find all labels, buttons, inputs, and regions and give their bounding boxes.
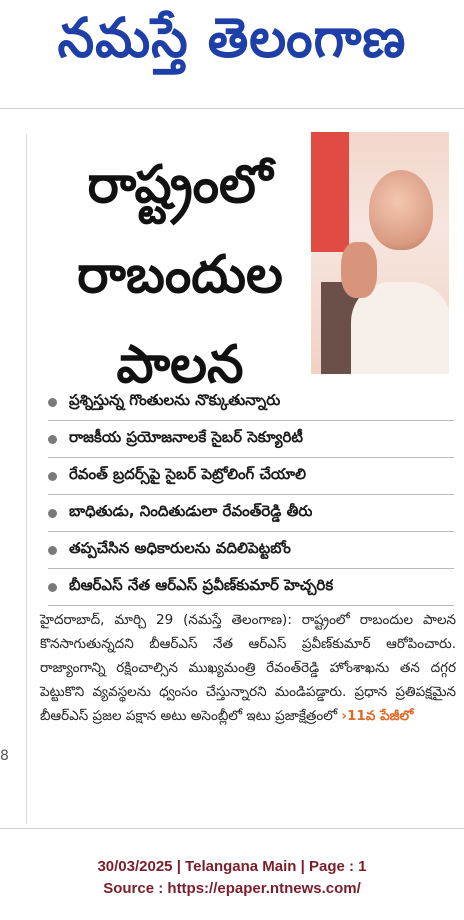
bullet-icon (48, 398, 57, 407)
column-divider (26, 134, 27, 824)
article-text: హైదరాబాద్, మార్చి 29 (నమస్తే తెలంగాణ): రాష్ట్రంలో రాబందుల పాలన కొనసాగుతున్నదని బీఆర్‌ఎస్ నేత ఆర్‌ఎస్ ప్రవీణ్‌కుమార్ ఆరోపించారు. రాజ్యాంగాన్ని రక్షించాల్సిన ముఖ్యమంత్రి రేవంత్‌రెడ్డి హోంశాఖను తన దగ్గర పెట్టుకొని వ్యవస్థలను ధ్వంసం చేస్తున్నారని మండిపడ్డారు. ప్రధాన ప్రతిపక్షమైన బీఆర్‌ఎస్ ప్రజల పక్షాన అటు అసెంబ్లీలో ఇటు ప్రజాక్షేత్రంలో (40, 612, 456, 724)
edge-mark: 8 (0, 748, 9, 764)
bullet-icon (48, 546, 57, 555)
list-item: రాజకీయ ప్రయోజనాలకే సైబర్ సెక్యూరిటీ (48, 421, 454, 458)
speaker-photo (311, 132, 449, 374)
headline-line-1: రాష్ట్రంలో (87, 155, 273, 215)
list-item: బాధితుడు, నిందితుడులా రేవంత్‌రెడ్డి తీరు (48, 495, 454, 532)
highlights-list (48, 384, 454, 606)
newspaper-logo: నమస్తే తెలంగాణ (57, 6, 407, 70)
list-item: తప్పచేసిన అధికారులను వదిలిపెట్టబోం (48, 532, 454, 569)
headline-line-3: పాలన (116, 335, 244, 395)
list-item: ప్రశ్నిస్తున్న గొంతులను నొక్కుతున్నారు (48, 384, 454, 421)
top-divider (0, 108, 464, 109)
article-body (40, 608, 456, 728)
bullet-icon (48, 509, 57, 518)
masthead (0, 0, 464, 90)
footer (0, 856, 464, 900)
bullet-icon (48, 435, 57, 444)
bullet-icon (48, 583, 57, 592)
list-item: బీఆర్‌ఎస్ నేత ఆర్‌ఎస్ ప్రవీణ్‌కుమార్ హెచ్చరిక (48, 569, 454, 606)
headline-line-2: రాబందుల (77, 245, 283, 305)
photo-backdrop (311, 132, 349, 252)
continued-link[interactable]: ›11వ పేజీలో (341, 708, 414, 724)
footer-date-line: 30/03/2025 | Telangana Main | Page : 1 (97, 858, 367, 875)
photo-head (369, 170, 433, 250)
headline (52, 140, 308, 410)
footer-source-line: Source : https://epaper.ntnews.com/ (103, 880, 361, 897)
bottom-divider (0, 828, 464, 829)
bullet-icon (48, 472, 57, 481)
list-item: రేవంత్ బ్రదర్స్‌పై సైబర్ పెట్రోలింగ్ చేయాలి (48, 458, 454, 495)
photo-hand (341, 242, 377, 298)
